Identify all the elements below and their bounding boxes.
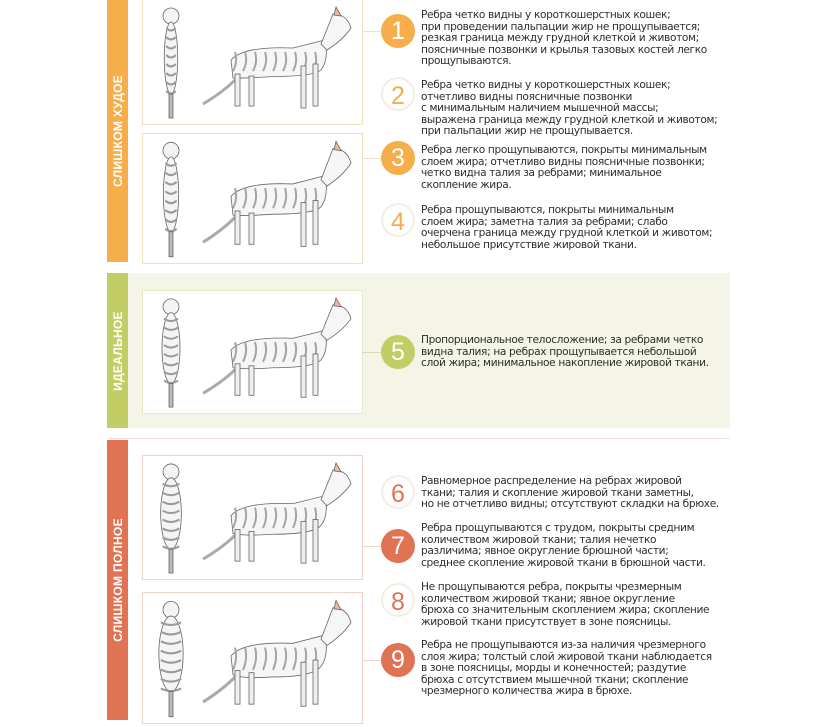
connector-line (362, 352, 382, 353)
score-badge-5: 5 (381, 335, 415, 369)
section-label-ideal (107, 273, 128, 428)
section-title: ИДЕАЛЬНОЕ (110, 310, 125, 391)
cat-top-view (159, 601, 183, 716)
score-description-7: Ребра прощупываются с трудом, покрыты средним количеством жировой ткани; талия нечетко различима; явное округление брюшной части; среднее скопление жировой ткани в брюшной части. (421, 522, 706, 569)
cat-top-view (161, 464, 182, 573)
score-badge-7: 7 (381, 529, 415, 563)
cat-top-view (163, 142, 179, 256)
score-description-3: Ребра легко прощупываются, покрыты минимальным слоем жира; отчетливо видны поясничные позвонки; четко видна талия за ребрами; минимальное скопление жира. (421, 144, 707, 191)
cat-top-view (162, 299, 180, 407)
score-badge-3: 3 (381, 141, 415, 175)
cat-side-view (203, 463, 351, 563)
score-badge-2: 2 (381, 77, 415, 111)
section-label-thin (107, 0, 128, 262)
connector-line (362, 660, 382, 661)
connector-line (362, 546, 382, 547)
score-description-2: Ребра четко видны у короткошерстных кошек; отчетливо видны поясничные позвонки с минимальным наличием мышечной массы; выражена граница между грудной клеткой и животом; при пальпации жир не прощупывается. (421, 79, 718, 138)
section-title: СЛИШКОМ ХУДОЕ (110, 74, 125, 188)
cat-side-view (203, 7, 351, 108)
cat-illustration-ideal (142, 290, 363, 414)
score-description-1: Ребра четко видны у короткошерстных кошек; при проведении пальпации жир не прощупывается; резкая граница между грудной клеткой и животом; поясничные позвонки и крылья тазовых костей легко прощупываются. (421, 9, 707, 68)
section-title: СЛИШКОМ ПОЛНОЕ (110, 518, 125, 642)
section-divider (107, 438, 730, 439)
score-description-9: Ребра не прощупываются из-за наличия чрезмерного слоя жира; толстый слой жировой ткани наблюдается в зоне поясницы, морды и конечностей; раздутие брюха с отсутствием мышечной ткани; скопление чрезмерного количества жира в брюхе. (421, 639, 712, 698)
cat-illustration-overweight-2 (142, 592, 363, 724)
score-description-5: Пропорциональное телосложение; за ребрами четко видна талия; на ребрах прощупывается небольшой слой жира; минимальное накопление жировой ткани. (421, 334, 709, 370)
score-badge-8: 8 (381, 583, 415, 617)
section-label-overweight (107, 440, 128, 720)
connector-line (362, 158, 382, 159)
score-description-8: Не прощупываются ребра, покрыты чрезмерным количеством жировой ткани; явное округление брюха со значительным скоплением жира; скопление жировой ткани присутствует в зоне поясницы. (421, 581, 710, 628)
cat-side-view (203, 141, 351, 246)
cat-illustration-thin-1 (142, 0, 363, 125)
score-badge-9: 9 (381, 643, 415, 677)
cat-illustration-thin-2 (142, 133, 363, 264)
cat-illustration-overweight-1 (142, 455, 363, 580)
score-badge-1: 1 (381, 14, 415, 48)
score-badge-6: 6 (381, 475, 415, 509)
score-badge-4: 4 (381, 203, 415, 237)
cat-side-view (203, 600, 351, 706)
score-description-4: Ребра прощупываются, покрыты минимальным слоем жира; заметна талия за ребрами; слабо очерчена граница между грудной клеткой и животом; небольшое присутствие жировой ткани. (421, 204, 713, 251)
cat-top-view (163, 8, 179, 118)
connector-line (362, 31, 382, 32)
cat-side-view (203, 298, 351, 397)
score-description-6: Равномерное распределение на ребрах жировой ткани; талия и скопление жировой ткани заметны, но не отчетливо видны; отсутствуют складки на брюхе. (421, 475, 719, 511)
